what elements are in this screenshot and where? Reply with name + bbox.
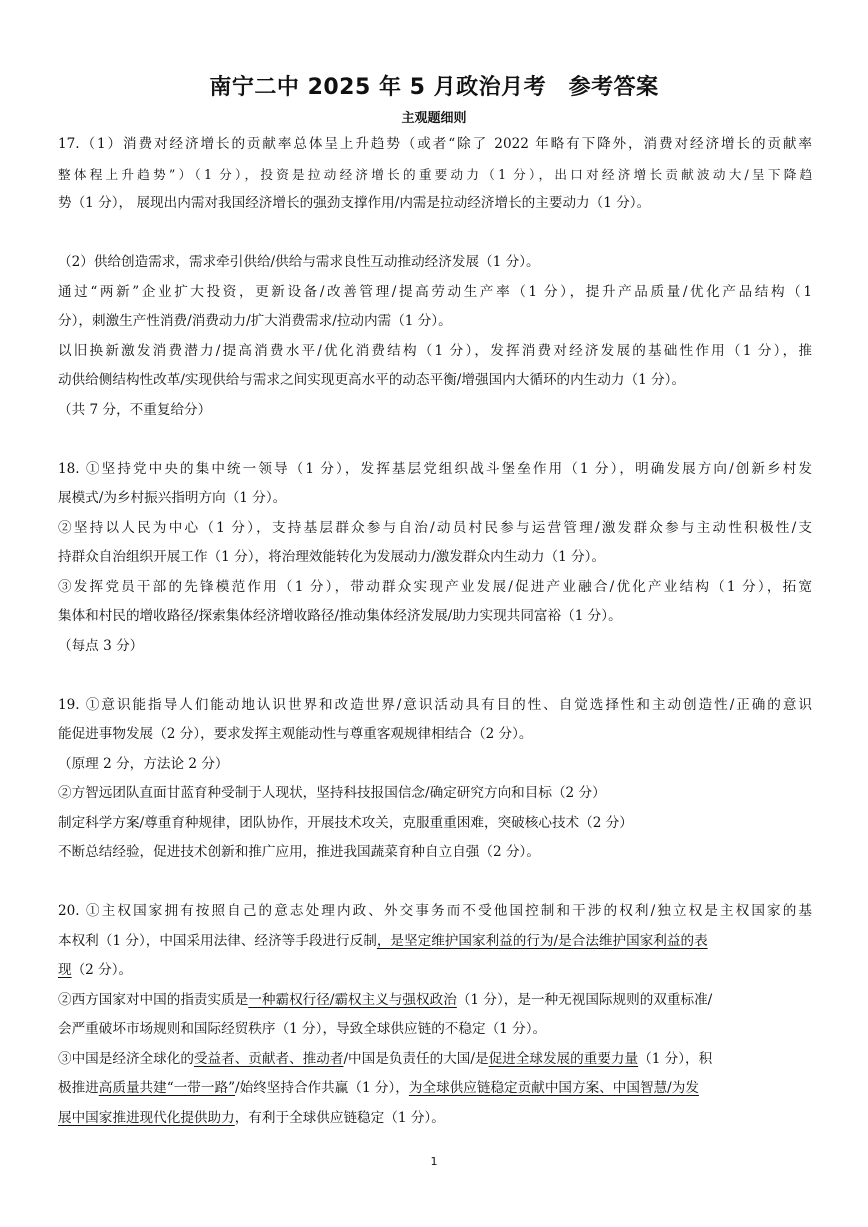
q17-part2-line1: （2）供给创造需求，需求牵引供给/供给与需求良性互动推动经济发展（1 分）。 [58,254,540,270]
q18-line6: 集体和村民的增收路径/探索集体经济增收路径/推动集体经济发展/助力实现共同富裕（1 分）。 [58,608,622,624]
answer-content [58,130,812,1133]
text-segment: （1 分），是一种无视国际规则的双重标准/ [456,991,713,1008]
underlined-text: 高质量共建“一带一路” [98,1080,236,1096]
q20-line5: 会严重破坏市场规则和国际经贸秩序（1 分），导致全球供应链的不稳定（1 分）。 [58,1021,547,1037]
page-title: 南宁二中 2025 年 5 月政治月考 参考答案 [209,75,659,100]
text-segment: 本权利（1 分），中国采用法律、经济等手段进行反制 [58,932,377,949]
underlined-text: 为全球供应链稳定贡献中国方案、中国智慧/为发 [408,1080,699,1096]
q20-line7 [58,1074,812,1104]
q20-line6 [58,1045,812,1075]
underlined-text: 促进全球发展的重要力量 [488,1050,639,1067]
q20-line3 [58,956,812,986]
q20-line8 [58,1104,812,1134]
q19-line1: 19. ①意识能指导人们能动地认识世界和改造世界/意识活动具有目的性、自觉选择性和主动创造性/正确的意识 [58,696,812,713]
underlined-text: 一种霸权行径/霸权主义与强权政治 [248,991,457,1008]
spacer [58,661,812,691]
q17-part2-line2: 通过“两新”企业扩大投资，更新设备/改善管理/提高劳动生产率（1 分），提升产品质量/优化产品结构（1 [58,283,812,300]
q18-line1: 18. ①坚持党中央的集中统一领导（1 分），发挥基层党组织战斗堡垒作用（1 分），明确发展方向/创新乡村发 [58,460,812,477]
q20-line1: 20. ①主权国家拥有按照自己的意志处理内政、外交事务而不受他国控制和干涉的权利/独立权是主权国家的基 [58,903,812,919]
q17-part2-line4: 以旧换新激发消费潜力/提高消费水平/优化消费结构（1 分），发挥消费对经济发展的基础性作用（1 分），推 [58,342,812,359]
spacer [58,219,812,249]
text-segment: /中国是负责任的大国/是 [343,1050,489,1067]
q17-part1-line3: 势（1 分）， 展现出内需对我国经济增长的强劲支撑作用/内需是拉动经济增长的主要动力（1 分）。 [58,195,651,211]
q17-scoring-note: （共 7 分，不重复给分） [58,401,212,418]
question-18 [58,455,812,662]
q17-part2-line5: 动供给侧结构性改革/实现供给与需求之间实现更高水平的动态平衡/增强国内大循环的内生动力（1 分）。 [58,372,686,388]
underlined-text: 受益者、贡献者、推动者 [193,1050,344,1067]
q17-part1-line2: 整体程上升趋势”）（1 分），投资是拉动经济增长的重要动力（1 分），出口对经济增长贡献波动大/呈下降趋 [58,166,812,182]
text-segment: （2 分）。 [71,962,133,978]
spacer [58,425,812,455]
q18-scoring-note: （每点 3 分） [58,637,144,654]
q19-line6: 不断总结经验，促进技术创新和推广应用，推进我国蔬菜育种自立自强（2 分）。 [58,844,540,860]
underlined-text: ，是坚定维护国家利益的行为/是合法维护国家利益的表 [376,932,708,949]
text-segment: ②西方国家对中国的指责实质是 [58,991,249,1008]
q17-part2-line3: 分），刺激生产性消费/消费动力/扩大消费需求/拉动内需（1 分）。 [58,313,452,329]
q18-line5: ③发挥党员干部的先锋模范作用（1 分），带动群众实现产业发展/促进产业融合/优化产业结构（1 分），拓宽 [58,578,812,595]
question-20 [58,897,812,1133]
page-number: 1 [430,1155,438,1168]
underlined-text: 现 [58,962,72,978]
text-segment: ③中国是经济全球化的 [58,1050,194,1067]
q17-part1-line1: 17.（1）消费对经济增长的贡献率总体呈上升趋势（或者“除了 2022 年略有下降外，消费对经济增长的贡献率 [58,136,812,152]
q20-line2 [58,927,812,957]
q18-line2: 展模式/为乡村振兴指明方向（1 分）。 [58,490,287,506]
text-segment: /始终坚持合作共赢（1 分）， [235,1080,409,1096]
q19-line2: 能促进事物发展（2 分），要求发挥主观能动性与尊重客观规律相结合（2 分）。 [58,726,533,742]
q18-line4: 持群众自治组织开展工作（1 分），将治理效能转化为发展动力/激发群众内生动力（1 分）。 [58,549,606,565]
q18-line3: ②坚持以人民为中心（1 分），支持基层群众参与自治/动员村民参与运营管理/激发群众参与主动性积极性/支 [58,519,812,536]
text-segment: 极推进 [58,1080,99,1096]
q19-line4: ②方智远团队直面甘蓝育种受制于人现状，坚持科技报国信念/确定研究方向和目标（2 分） [58,785,606,801]
text-segment: ，有利于全球供应链稳定（1 分）。 [234,1109,445,1126]
question-19 [58,691,812,868]
q19-line5: 制定科学方案/尊重育种规律，团队协作，开展技术攻关，克服重重困难，突破核心技术（2 分） [58,814,633,831]
page-subtitle: 主观题细则 [401,111,467,126]
text-segment: （1 分），积 [638,1050,713,1067]
spacer [58,868,812,898]
underlined-text: 展中国家推进现代化提供助力 [58,1109,235,1126]
q19-scoring-note: （原理 2 分，方法论 2 分） [58,755,229,772]
q20-line4 [58,986,812,1016]
question-17 [58,130,812,425]
